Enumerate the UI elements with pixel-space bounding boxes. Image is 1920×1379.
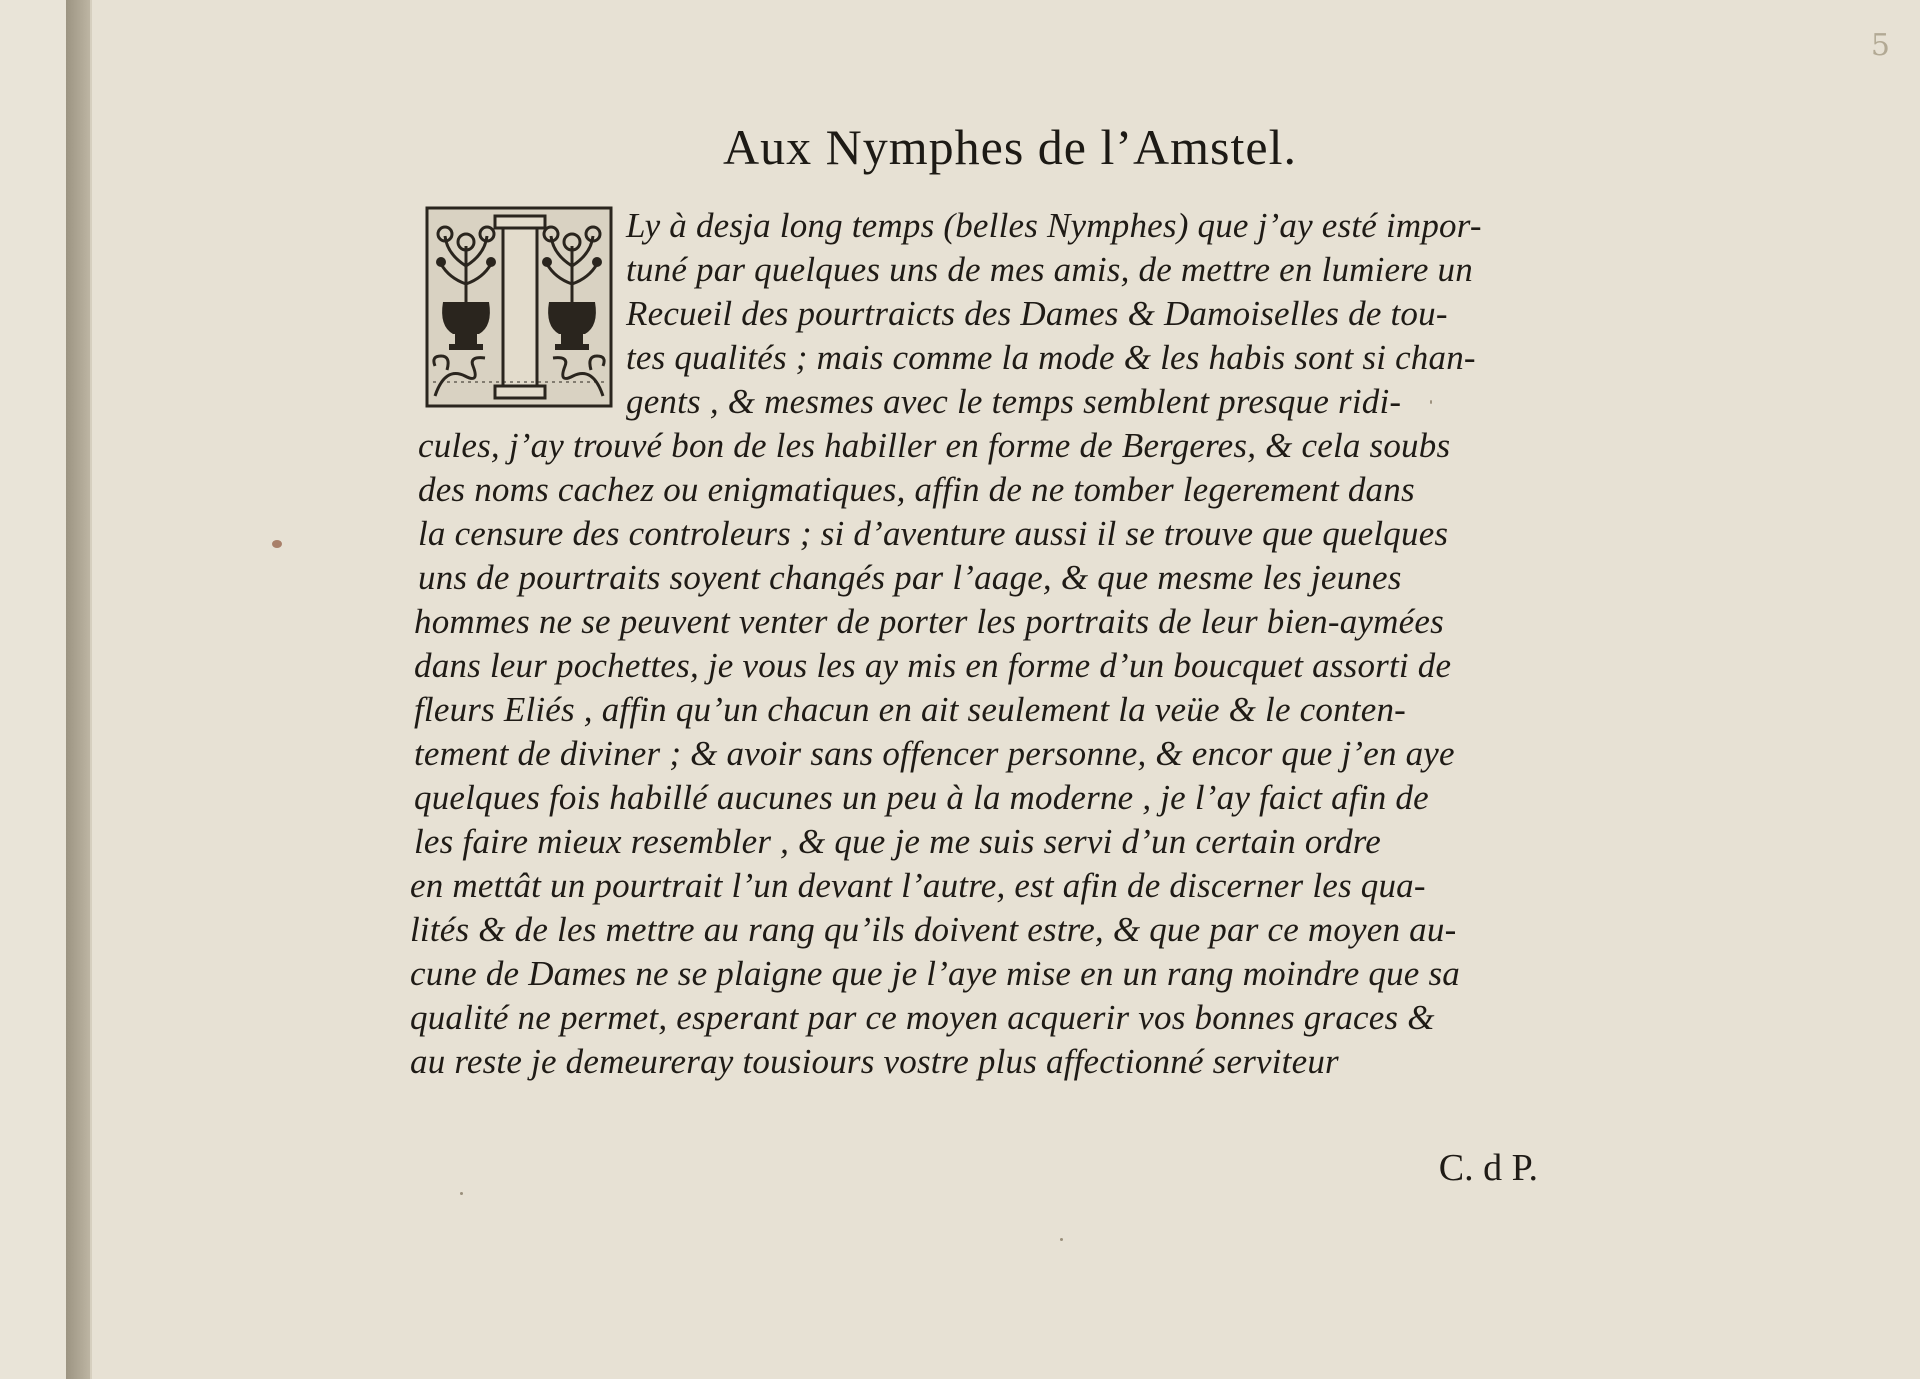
paper-speck [1060,1238,1063,1241]
ornamental-initial-icon [425,206,613,408]
text-line-2: tuné par quelques uns de mes amis, de mettre en lumiere un [626,250,1473,289]
paper-speck [272,540,282,548]
text-line-20: au reste je demeureray tousiours vostre plus affectionné serviteur [410,1042,1339,1081]
text-line-17: lités & de les mettre au rang qu’ils doivent estre, & que par ce moyen au- [410,910,1457,949]
text-line-4: tes qualités ; mais comme la mode & les habis sont si chan- [626,338,1476,377]
text-line-11: dans leur pochettes, je vous les ay mis en forme d’un boucquet assorti de [414,646,1452,685]
paper-speck [1430,400,1432,404]
text-line-10: hommes ne se peuvent venter de porter les portraits de leur bien-aymées [414,602,1444,641]
text-line-5: gents , & mesmes avec le temps semblent presque ridi- [626,382,1402,421]
text-line-16: en mettât un pourtrait l’un devant l’autre, est afin de discerner les qua- [410,866,1426,905]
text-line-12: fleurs Eliés , affin qu’un chacun en ait seulement la veüe & le conten- [414,690,1406,729]
text-line-1: Ly à desja long temps (belles Nymphes) que j’ay esté impor- [626,206,1482,245]
text-line-13: tement de diviner ; & avoir sans offencer personne, & encor que j’en aye [414,734,1455,773]
previous-page-edge [0,0,67,1379]
text-line-6: cules, j’ay trouvé bon de les habiller en forme de Bergeres, & cela soubs [418,426,1451,465]
text-line-19: qualité ne permet, esperant par ce moyen acquerir vos bonnes graces & [410,998,1435,1037]
text-line-9: uns de pourtraits soyent changés par l’aage, & que mesme les jeunes [418,558,1402,597]
signature-initials: C. d P. [1438,1147,1538,1189]
gutter-line [90,0,92,1379]
page-folio: 5 [1870,28,1890,63]
drop-cap-initial [425,206,613,408]
text-line-15: les faire mieux resembler , & que je me suis servi d’un certain ordre [414,822,1382,861]
text-line-7: des noms cachez ou enigmatiques, affin de ne tomber legerement dans [418,470,1415,509]
page-title: Aux Nymphes de l’Amstel. [723,119,1297,175]
text-line-8: la censure des controleurs ; si d’aventure aussi il se trouve que quelques [418,514,1449,553]
paper-speck [460,1192,463,1195]
text-line-14: quelques fois habillé aucunes un peu à la moderne , je l’ay faict afin de [414,778,1429,817]
text-line-18: cune de Dames ne se plaigne que je l’aye mise en un rang moindre que sa [410,954,1460,993]
text-line-3: Recueil des pourtraicts des Dames & Damoiselles de tou- [626,294,1448,333]
book-binding [66,0,90,1379]
